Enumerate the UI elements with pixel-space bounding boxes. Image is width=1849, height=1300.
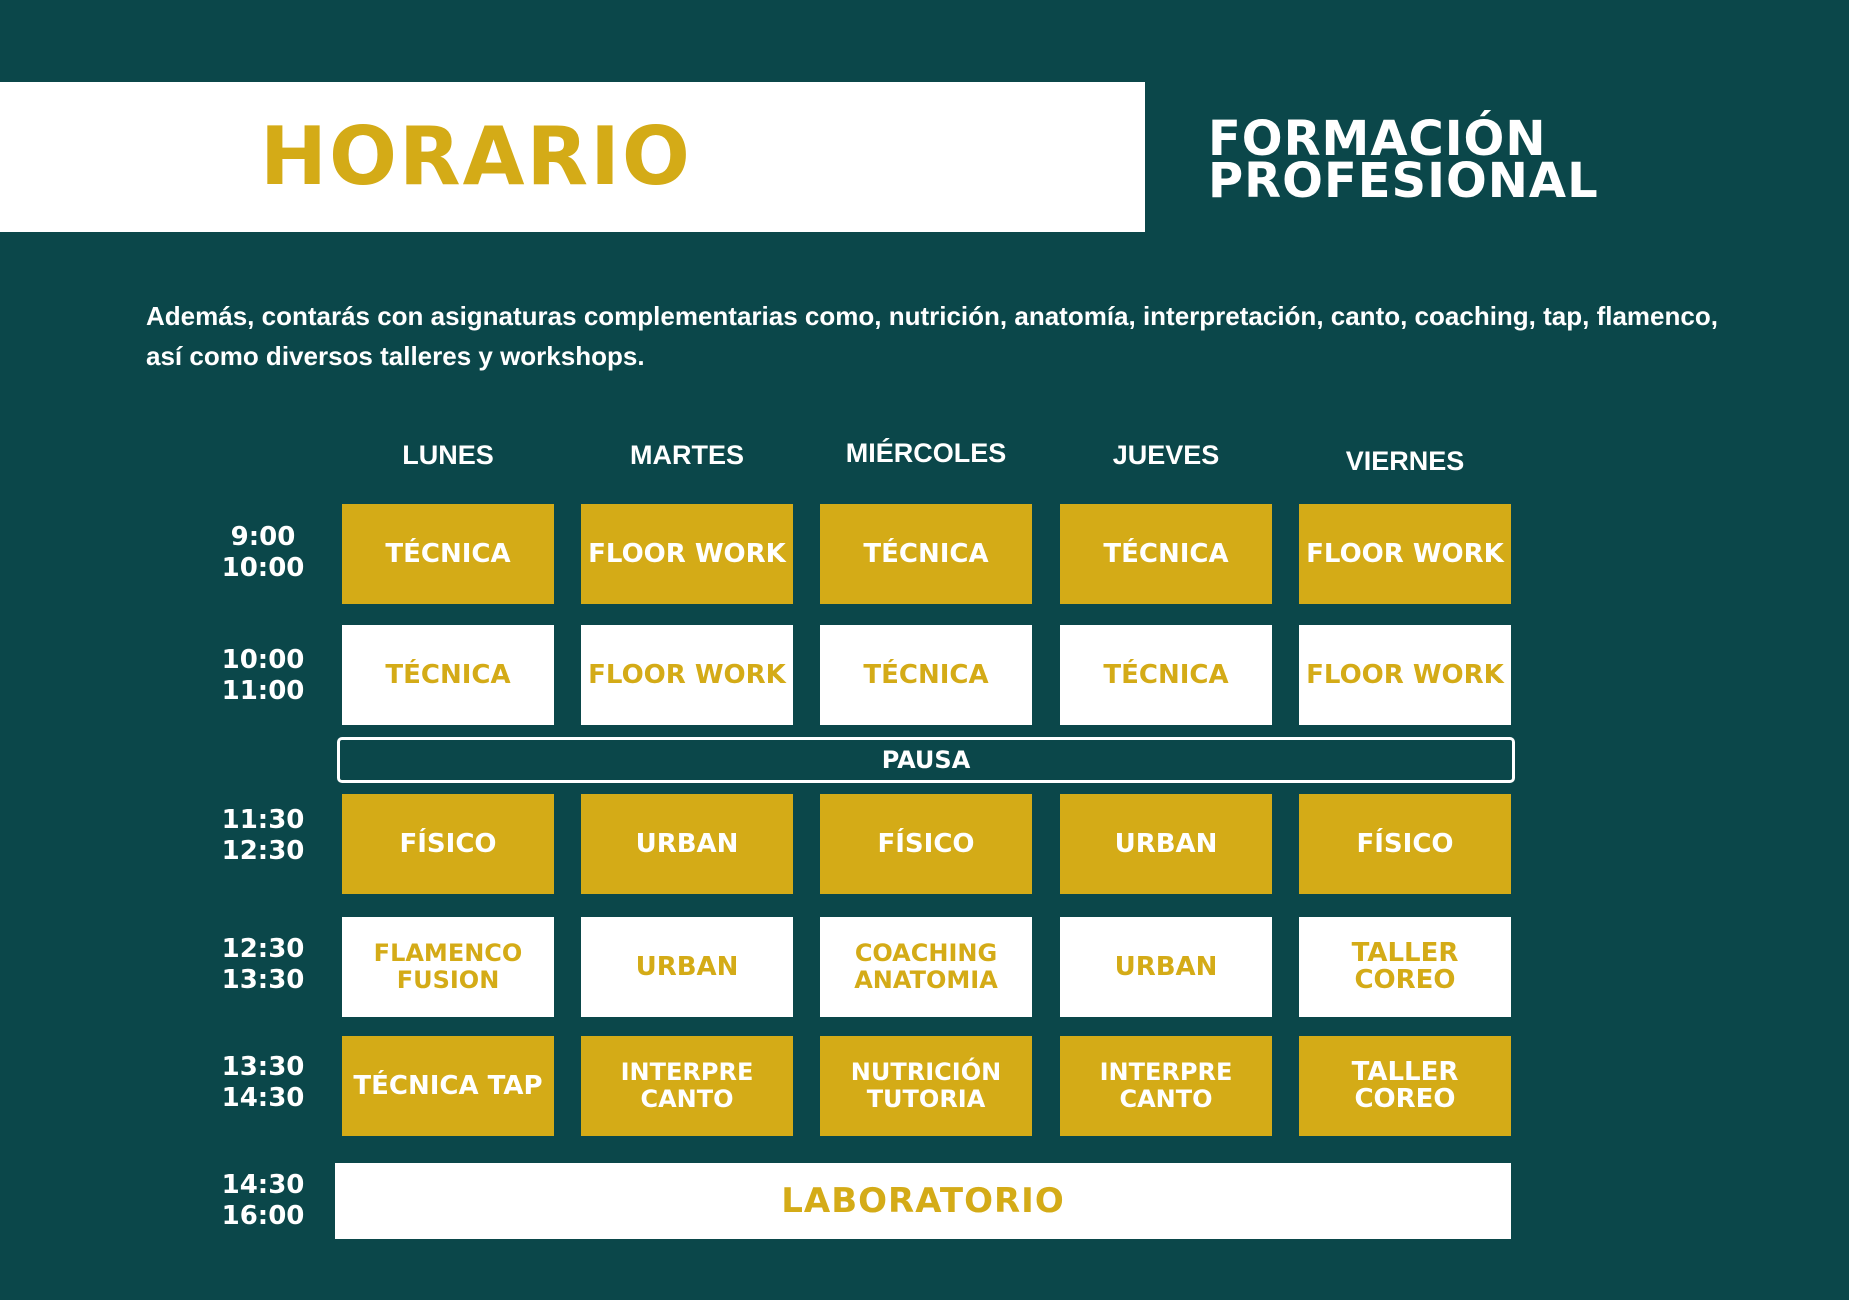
class-cell: COACHING ANATOMIA xyxy=(820,917,1032,1017)
time-start: 13:30 xyxy=(221,1052,305,1082)
time-label xyxy=(200,805,326,867)
time-start: 9:00 xyxy=(230,522,296,552)
day-header-martes: MARTES xyxy=(630,440,744,470)
class-cell: URBAN xyxy=(1060,917,1272,1017)
class-cell: TÉCNICA xyxy=(342,504,554,604)
class-cell: FÍSICO xyxy=(820,794,1032,894)
class-cell: URBAN xyxy=(581,794,793,894)
day-header-miercoles: MIÉRCOLES xyxy=(845,438,1007,468)
brand-line-1: FORMACIÓN xyxy=(1208,111,1547,167)
class-cell: TALLER COREO xyxy=(1299,917,1511,1017)
time-start: 14:30 xyxy=(221,1170,305,1200)
class-cell: TÉCNICA xyxy=(820,625,1032,725)
time-end: 14:30 xyxy=(221,1083,305,1113)
class-cell: INTERPRE CANTO xyxy=(581,1036,793,1136)
class-cell: NUTRICIÓN TUTORIA xyxy=(820,1036,1032,1136)
pause-bar: PAUSA xyxy=(337,737,1515,783)
class-cell: TÉCNICA xyxy=(820,504,1032,604)
class-cell: FLOOR WORK xyxy=(581,504,793,604)
time-end: 12:30 xyxy=(221,836,305,866)
class-cell: FLOOR WORK xyxy=(1299,504,1511,604)
day-header-lunes: LUNES xyxy=(402,440,494,470)
time-label xyxy=(200,1170,326,1232)
class-cell: TÉCNICA xyxy=(342,625,554,725)
class-cell: INTERPRE CANTO xyxy=(1060,1036,1272,1136)
class-cell: FLAMENCO FUSION xyxy=(342,917,554,1017)
class-cell: TÉCNICA TAP xyxy=(342,1036,554,1136)
time-label xyxy=(200,522,326,584)
class-cell: TALLER COREO xyxy=(1299,1036,1511,1136)
time-start: 10:00 xyxy=(221,645,305,675)
class-cell: FÍSICO xyxy=(1299,794,1511,894)
time-label xyxy=(200,645,326,707)
class-cell: TÉCNICA xyxy=(1060,504,1272,604)
time-start: 12:30 xyxy=(221,934,305,964)
time-label xyxy=(200,1052,326,1114)
brand-title xyxy=(1208,111,1599,209)
class-cell: FÍSICO xyxy=(342,794,554,894)
time-label xyxy=(200,934,326,996)
class-cell: TÉCNICA xyxy=(1060,625,1272,725)
brand-line-2: PROFESIONAL xyxy=(1208,153,1599,209)
page-title: HORARIO xyxy=(260,110,692,203)
laboratorio-block: LABORATORIO xyxy=(335,1163,1511,1239)
day-header-jueves: JUEVES xyxy=(1112,440,1220,470)
time-end: 16:00 xyxy=(221,1201,305,1231)
class-cell: FLOOR WORK xyxy=(1299,625,1511,725)
day-header-viernes: VIERNES xyxy=(1345,446,1465,476)
time-end: 13:30 xyxy=(221,965,305,995)
class-cell: FLOOR WORK xyxy=(581,625,793,725)
time-end: 10:00 xyxy=(221,553,305,583)
time-start: 11:30 xyxy=(221,805,305,835)
time-end: 11:00 xyxy=(221,676,305,706)
class-cell: URBAN xyxy=(1060,794,1272,894)
intro-text: Además, contarás con asignaturas complementarias como, nutrición, anatomía, interpretación, canto, coaching, tap, flamenco, así como diversos talleres y workshops. xyxy=(146,301,1718,371)
class-cell: URBAN xyxy=(581,917,793,1017)
